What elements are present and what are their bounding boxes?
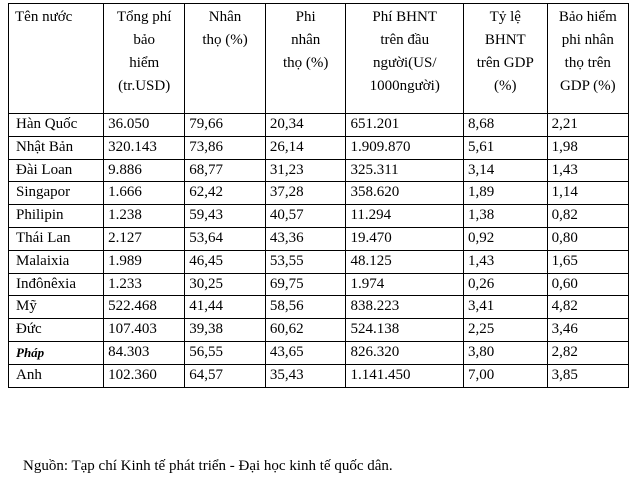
- value-cell: 1,43: [463, 250, 547, 273]
- value-cell: 46,45: [185, 250, 266, 273]
- value-cell: 522.468: [104, 296, 185, 319]
- value-cell: 2,25: [463, 319, 547, 342]
- value-cell: 39,38: [185, 319, 266, 342]
- table-row: [9, 159, 629, 182]
- country-cell: Thái Lan: [9, 227, 104, 250]
- header-cell: [104, 4, 185, 114]
- value-cell: 7,00: [463, 364, 547, 387]
- header-line: (%): [494, 78, 517, 94]
- header-line: (tr.USD): [118, 78, 171, 94]
- value-cell: 35,43: [265, 364, 346, 387]
- header-line: Bảo hiểm: [558, 9, 617, 25]
- value-cell: 0,82: [547, 205, 628, 228]
- value-cell: 84.303: [104, 341, 185, 364]
- header-line: BHNT: [484, 32, 526, 48]
- header-line: GDP (%): [559, 78, 616, 94]
- table-row: [9, 182, 629, 205]
- header-line: Tổng phí: [116, 9, 172, 25]
- header-line: thọ (%): [202, 32, 248, 48]
- country-cell: Hàn Quốc: [9, 114, 104, 137]
- value-cell: 79,66: [185, 114, 266, 137]
- value-cell: 1,14: [547, 182, 628, 205]
- insurance-table: [8, 3, 629, 388]
- value-cell: 0,80: [547, 227, 628, 250]
- value-cell: 19.470: [346, 227, 463, 250]
- table-row: [9, 341, 629, 364]
- header-line: trên GDP: [476, 55, 534, 71]
- value-cell: 40,57: [265, 205, 346, 228]
- country-cell: Nhật Bản: [9, 136, 104, 159]
- header-line: Phí BHNT: [372, 9, 438, 25]
- value-cell: 58,56: [265, 296, 346, 319]
- value-cell: 41,44: [185, 296, 266, 319]
- value-cell: 62,42: [185, 182, 266, 205]
- value-cell: 2.127: [104, 227, 185, 250]
- value-cell: 30,25: [185, 273, 266, 296]
- value-cell: 36.050: [104, 114, 185, 137]
- value-cell: 64,57: [185, 364, 266, 387]
- country-cell: Philipin: [9, 205, 104, 228]
- value-cell: 11.294: [346, 205, 463, 228]
- value-cell: 826.320: [346, 341, 463, 364]
- value-cell: 1,89: [463, 182, 547, 205]
- header-line: người(US/: [372, 55, 437, 71]
- country-cell: Anh: [9, 364, 104, 387]
- header-line: bảo: [133, 32, 156, 48]
- header-cell: [185, 4, 266, 114]
- header-line: Tên nước: [15, 9, 73, 25]
- value-cell: 1,38: [463, 205, 547, 228]
- value-cell: 4,82: [547, 296, 628, 319]
- country-cell: Singapor: [9, 182, 104, 205]
- value-cell: 2,82: [547, 341, 628, 364]
- header-line: Phi: [295, 9, 316, 25]
- header-line: Tỷ lệ: [489, 9, 521, 25]
- value-cell: 53,55: [265, 250, 346, 273]
- value-cell: 1.666: [104, 182, 185, 205]
- value-cell: 69,75: [265, 273, 346, 296]
- table-row: [9, 114, 629, 137]
- value-cell: 1.238: [104, 205, 185, 228]
- value-cell: 3,85: [547, 364, 628, 387]
- country-cell: Pháp: [9, 341, 104, 364]
- header-line: nhân: [291, 32, 321, 48]
- header-cell: [9, 4, 104, 114]
- value-cell: 59,43: [185, 205, 266, 228]
- value-cell: 3,41: [463, 296, 547, 319]
- table-row: [9, 296, 629, 319]
- value-cell: 1.989: [104, 250, 185, 273]
- value-cell: 358.620: [346, 182, 463, 205]
- header-line: phi nhân: [561, 32, 614, 48]
- value-cell: 651.201: [346, 114, 463, 137]
- header-line: thọ trên: [564, 55, 611, 71]
- table-row: [9, 250, 629, 273]
- header-line: hiểm: [129, 55, 160, 71]
- value-cell: 37,28: [265, 182, 346, 205]
- table-row: [9, 227, 629, 250]
- value-cell: 68,77: [185, 159, 266, 182]
- table-row: [9, 205, 629, 228]
- value-cell: 102.360: [104, 364, 185, 387]
- table-row: [9, 136, 629, 159]
- value-cell: 53,64: [185, 227, 266, 250]
- value-cell: 1.974: [346, 273, 463, 296]
- value-cell: 3,14: [463, 159, 547, 182]
- value-cell: 1.909.870: [346, 136, 463, 159]
- header-line: Nhân: [208, 9, 242, 25]
- header-line: trên đầu: [380, 32, 430, 48]
- value-cell: 31,23: [265, 159, 346, 182]
- table-container: [8, 3, 629, 388]
- value-cell: 1,98: [547, 136, 628, 159]
- value-cell: 524.138: [346, 319, 463, 342]
- country-cell: Đài Loan: [9, 159, 104, 182]
- value-cell: 1.233: [104, 273, 185, 296]
- value-cell: 0,26: [463, 273, 547, 296]
- value-cell: 1,43: [547, 159, 628, 182]
- value-cell: 1.141.450: [346, 364, 463, 387]
- value-cell: 3,80: [463, 341, 547, 364]
- value-cell: 9.886: [104, 159, 185, 182]
- value-cell: 56,55: [185, 341, 266, 364]
- table-row: [9, 273, 629, 296]
- header-cell: [265, 4, 346, 114]
- header-row: [9, 4, 629, 114]
- country-cell: Mỹ: [9, 296, 104, 319]
- value-cell: 60,62: [265, 319, 346, 342]
- value-cell: 107.403: [104, 319, 185, 342]
- value-cell: 43,65: [265, 341, 346, 364]
- value-cell: 73,86: [185, 136, 266, 159]
- value-cell: 325.311: [346, 159, 463, 182]
- value-cell: 3,46: [547, 319, 628, 342]
- value-cell: 0,60: [547, 273, 628, 296]
- value-cell: 43,36: [265, 227, 346, 250]
- country-cell: Inđônêxia: [9, 273, 104, 296]
- country-cell: Malaixia: [9, 250, 104, 273]
- header-line: thọ (%): [282, 55, 329, 71]
- header-line: 1000người): [369, 78, 440, 94]
- table-body: [9, 114, 629, 388]
- header-cell: [463, 4, 547, 114]
- source-note: Nguồn: Tạp chí Kinh tế phát triển - Đại học kinh tế quốc dân.: [23, 458, 393, 474]
- value-cell: 2,21: [547, 114, 628, 137]
- header-cell: [547, 4, 628, 114]
- value-cell: 1,65: [547, 250, 628, 273]
- value-cell: 48.125: [346, 250, 463, 273]
- value-cell: 8,68: [463, 114, 547, 137]
- value-cell: 0,92: [463, 227, 547, 250]
- header-cell: [346, 4, 463, 114]
- country-cell: Đức: [9, 319, 104, 342]
- table-row: [9, 319, 629, 342]
- value-cell: 320.143: [104, 136, 185, 159]
- value-cell: 26,14: [265, 136, 346, 159]
- value-cell: 20,34: [265, 114, 346, 137]
- table-row: [9, 364, 629, 387]
- value-cell: 838.223: [346, 296, 463, 319]
- value-cell: 5,61: [463, 136, 547, 159]
